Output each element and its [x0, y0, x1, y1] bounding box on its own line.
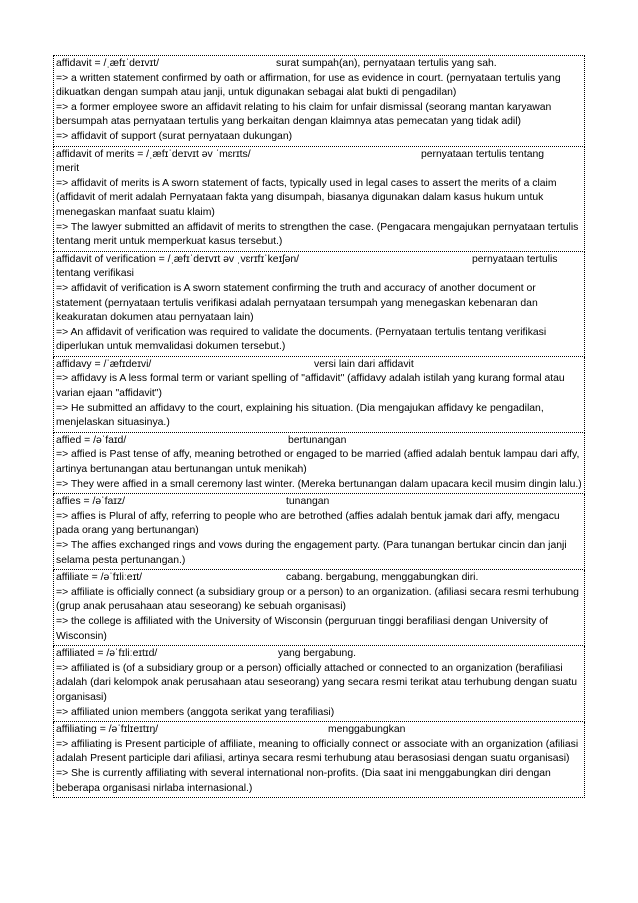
entry-translation: tunangan — [286, 496, 330, 508]
entry-head: affidavit of verification = /ˌæfɪˈdeɪvɪt əv ˌvɛrɪfɪˈkeɪʃən/ — [56, 253, 300, 265]
entry-affiliated — [53, 646, 585, 722]
entry-definition: => affies is Plural of affy, referring to people who are betrothed (affies adalah bentuk jamak dari affy, mengacu pada orang yang bertunangan) — [56, 510, 560, 537]
entry-example: => An affidavit of verification was required to validate the documents. (Pernyataan tertulis tentang verifikasi diperlukan untuk memvalidasi dokumen tersebut.) — [56, 326, 547, 353]
entry-affidavy — [53, 357, 585, 433]
entry-translation: versi lain dari affidavit — [314, 358, 414, 370]
entry-headline — [56, 647, 583, 662]
entry-head: affiliated = /əˈfɪliːeɪtɪd/ — [56, 648, 158, 660]
entry-head: affies = /əˈfaɪz/ — [56, 496, 126, 508]
entry-headline — [56, 434, 583, 449]
entry-example: => The affies exchanged rings and vows during the engagement party. (Para tunangan bertukar cincin dan janji selama pesta pertunangan.) — [56, 540, 567, 566]
entry-translation-continuation: merit — [56, 163, 80, 175]
entry-affiliating — [53, 722, 585, 798]
entry-headline — [56, 571, 583, 586]
entry-affidavit-of-merits — [53, 147, 585, 252]
entry-translation-continuation: tentang verifikasi — [56, 268, 134, 280]
entry-affidavit — [53, 55, 585, 147]
entry-translation: yang bergabung. — [278, 648, 356, 660]
entry-example: => The lawyer submitted an affidavit of merits to strengthen the case. (Pengacara mengajukan pernyataan tertulis tentang merit untuk memperkuat kasus tersebut.) — [56, 221, 579, 248]
entry-affidavit-of-verification — [53, 252, 585, 357]
entry-definition: => affidavit of verification is A sworn statement confirming the truth and accuracy of another document or statement (pernyataan tertulis verifikasi adalah pernyataan tersumpah yang menegaskan kebenaran dan keakuratan dokumen atau pernyataan lain) — [56, 282, 538, 324]
entry-translation: pernyataan tertulis tentang — [421, 148, 545, 160]
entry-translation: pernyataan tertulis — [472, 253, 558, 265]
entry-example: => affidavit of support (surat pernyataan dukungan) — [56, 130, 293, 142]
entry-definition: => affiliate is officially connect (a subsidiary group or a person) to an organization. (afiliasi secara resmi terhubung (grup anak perusahaan atau seseorang) ke sebuah organisasi) — [56, 586, 579, 613]
entry-headline — [56, 358, 583, 373]
entry-example: => He submitted an affidavy to the court, explaining his situation. (Dia mengajukan affidavy ke pengadilan, menjelaskan situasinya.) — [56, 402, 544, 429]
entry-head: affied = /əˈfaɪd/ — [56, 434, 127, 446]
entry-definition: => affied is Past tense of affy, meaning betrothed or engaged to be married (affied adalah bentuk lampau dari affy, artinya bertunangan atau bertunangan untuk menikah) — [56, 449, 580, 476]
entry-translation: bertunangan — [288, 434, 347, 446]
entry-head: affidavit = /ˌæfɪˈdeɪvɪt/ — [56, 58, 160, 69]
entry-affiliate — [53, 570, 585, 646]
entry-headline — [56, 495, 583, 510]
entry-head: affidavit of merits = /ˌæfɪˈdeɪvɪt əv ˈmɛrɪts/ — [56, 148, 251, 160]
entry-head: affidavy = /ˈæfɪdeɪvi/ — [56, 358, 152, 370]
entry-affies — [53, 494, 585, 570]
entry-translation: menggabungkan — [328, 724, 406, 736]
entry-headline — [56, 253, 583, 268]
entry-headline — [56, 723, 583, 738]
entry-definition: => affiliated is (of a subsidiary group or a person) officially attached or connected to an organization (berafiliasi adalah (dari kelompok anak perusahaan atau seseorang) yang secara resmi terikat atau terhubung dengan suatu organisasi) — [56, 662, 578, 703]
entry-translation: cabang. bergabung, menggabungkan diri. — [286, 572, 479, 584]
entry-example: => the college is affiliated with the University of Wisconsin (perguruan tinggi berafiliasi dengan University of Wisconsin) — [56, 615, 548, 642]
entry-affied — [53, 433, 585, 494]
entry-example: => They were affied in a small ceremony last winter. (Mereka bertunangan dalam upacara kecil musim dingin lalu.) — [56, 478, 582, 490]
entry-definition: => affidavy is A less formal term or variant spelling of "affidavit" (affidavy adalah istilah yang kurang formal atau varian ejaan "affidavit") — [56, 373, 565, 400]
entry-definition: => affidavit of merits is A sworn statement of facts, typically used in legal cases to assert the merits of a claim (affidavit of merit adalah Pernyataan fakta yang disumpah, biasanya digunakan dalam kasus hukum untuk menegaskan manfaat suatu klaim) — [56, 177, 557, 218]
entry-headline — [56, 148, 583, 163]
entry-definition: => a written statement confirmed by oath or affirmation, for use as evidence in court. (pernyataan tertulis yang dikuatkan dengan sumpah atau janji, untuk digunakan sebagai alat bukti di pengadilan) — [56, 72, 561, 99]
entry-translation: surat sumpah(an), pernyataan tertulis yang sah. — [276, 58, 497, 69]
entry-head: affiliating = /əˈfɪlɪeɪtɪŋ/ — [56, 724, 159, 736]
entry-definition: => affiliating is Present participle of affiliate, meaning to officially connect or associate with an organization (afiliasi adalah Present participle dari afiliasi, artinya secara resmi terhubung atau berasosiasi dengan suatu organisasi) — [56, 738, 579, 765]
entry-headline — [56, 57, 583, 72]
entry-example: => affiliated union members (anggota serikat yang terafiliasi) — [56, 706, 335, 718]
dictionary-page — [53, 55, 585, 798]
entry-example: => She is currently affiliating with several international non-profits. (Dia saat ini menggabungkan diri dengan beberapa organisasi nirlaba internasional.) — [56, 767, 551, 794]
entry-head: affiliate = /əˈfɪliːeɪt/ — [56, 572, 143, 584]
entry-example: => a former employee swore an affidavit relating to his claim for unfair dismissal (seorang mantan karyawan bersumpah atas pernyataan tertulis yang berkaitan dengan klaimnya atas pemecatan yang tidak adil) — [56, 101, 552, 128]
